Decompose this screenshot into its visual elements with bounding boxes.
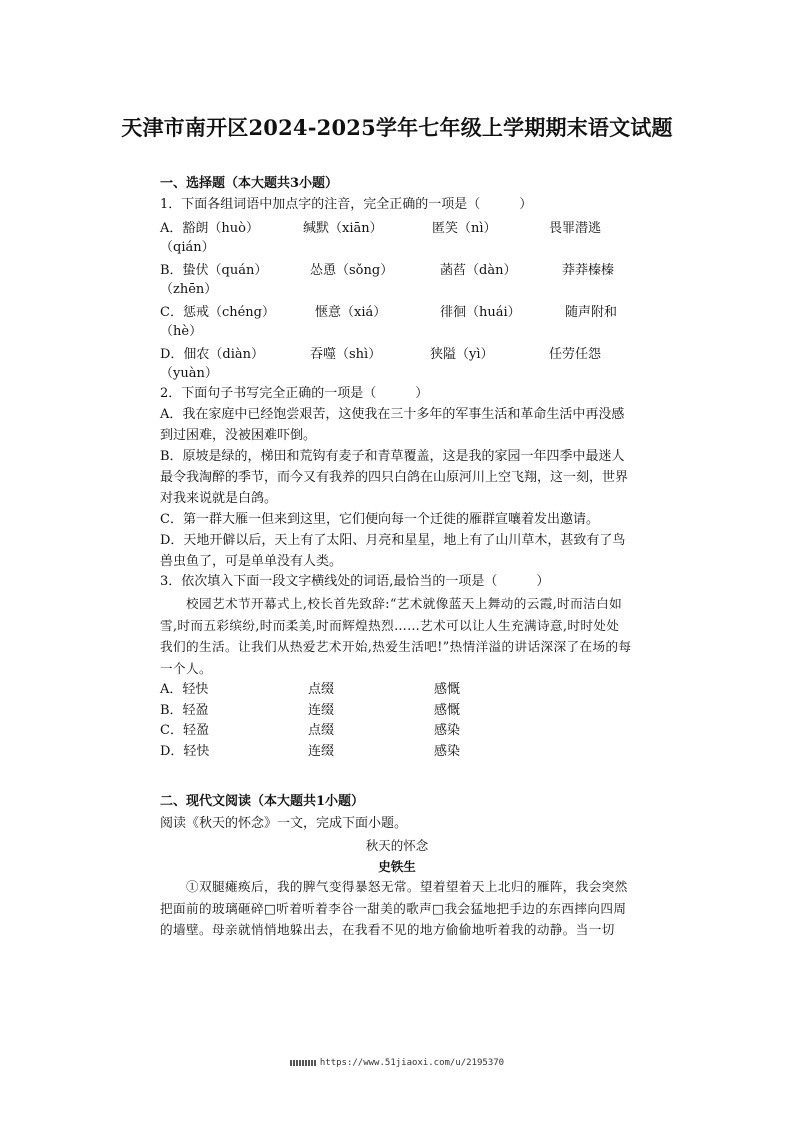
- q1-option-b: [160, 259, 640, 279]
- q3-option-d: [160, 740, 640, 760]
- q3-option-a: [160, 678, 640, 698]
- q1-a-continuation: （qián）: [160, 240, 215, 255]
- q1-a-item2: 缄默（xiān）: [303, 221, 383, 236]
- q1-d-item3: 狭隘（yì）: [430, 347, 494, 362]
- question-3-stem: 3．依次填入下面一段文字横线处的词语,最恰当的一项是（ ）: [160, 574, 550, 589]
- site-logo-icon: [290, 1060, 316, 1066]
- article-title: 秋天的怀念: [365, 838, 429, 853]
- q1-c-item3: 徘徊（huái）: [440, 305, 521, 320]
- q3-option-b: [160, 699, 640, 719]
- footer-url[interactable]: https://www.51jiaoxi.com/u/2195370: [319, 1058, 505, 1068]
- q3-a-word3: 感慨: [434, 682, 461, 697]
- q2-option-b: B．原坡是绿的，梯田和荒钩有麦子和青草覆盖，这是我的家园一年四季中最迷人最令我淘醉的季节，而今又有我养的四只白鸽在山原河川上空飞翔，这一刻，世界对我来说就是白鸽。: [160, 449, 629, 506]
- q3-d-word2: 连缀: [308, 744, 335, 759]
- q1-c-continuation: （hè）: [160, 324, 203, 339]
- q3-c-word3: 感染: [434, 723, 461, 738]
- section-heading-1: 一、选择题（本大题共3小题）: [160, 176, 339, 191]
- reading-intro: 阅读《秋天的怀念》一文，完成下面小题。: [160, 816, 408, 831]
- q3-b-word1: B．轻盈: [160, 703, 209, 718]
- q1-a-item3: 匿笑（nì）: [432, 221, 497, 236]
- q3-passage: 校园艺术节开幕式上,校长首先致辞:“艺术就像蓝天上舞动的云霞,时而洁白如雪,时而五彩缤纷,时而柔美,时而辉煌热烈……艺术可以让人生充满诗意,时时处处我们的生活。让我们从热爱艺术开始,热爱生活吧!”热情洋溢的讲话深深了在场的每一个人。: [160, 596, 632, 676]
- q1-option-c: [160, 301, 640, 321]
- q1-b-continuation: （zhēn）: [160, 282, 218, 297]
- q1-d-item4: 任劳任怨: [549, 347, 602, 362]
- q3-d-word1: D．轻快: [160, 744, 210, 759]
- q1-d-item2: 吞噬（shì）: [310, 347, 382, 362]
- q3-b-word3: 感慨: [434, 703, 461, 718]
- article-passage: ①双腿瘫痪后，我的脾气变得暴怒无常。望着望着天上北归的雁阵，我会突然把面前的玻璃砸碎□听着听着李谷一甜美的歌声□我会猛地把手边的东西摔向四周的墙壁。母亲就悄悄地躲出去，在我看不见的地方偷偷地听着我的动静。当一切: [160, 879, 628, 937]
- article-author: 史铁生: [378, 859, 416, 874]
- q3-c-word1: C．轻盈: [160, 723, 209, 738]
- q1-b-item1: B．蛰伏（quán）: [160, 263, 268, 278]
- footer-watermark: [0, 1058, 794, 1068]
- q3-d-word3: 感染: [434, 744, 461, 759]
- q1-b-item3: 菡萏（dàn）: [440, 263, 517, 278]
- q1-b-item4: 莽莽榛榛: [562, 263, 615, 278]
- q3-b-word2: 连缀: [308, 703, 335, 718]
- question-2-stem: 2．下面句子书写完全正确的一项是（ ）: [160, 386, 429, 401]
- q3-option-c: [160, 719, 640, 739]
- question-1-stem: 1．下面各组词语中加点字的注音，完全正确的一项是（ ）: [160, 197, 533, 212]
- q1-a-item4: 畏罪潜逃: [549, 221, 602, 236]
- q1-c-item4: 随声附和: [565, 305, 618, 320]
- q2-option-a: A．我在家庭中已经饱尝艰苦，这使我在三十多年的军事生活和革命生活中再没感到过困难，没被困难吓倒。: [160, 407, 625, 443]
- section-heading-2: 二、现代文阅读（本大题共1小题）: [160, 794, 365, 809]
- q1-option-a: [160, 217, 640, 237]
- q2-option-d: D．天地开僻以后，天上有了太阳、月亮和星星，地上有了山川草木，甚致有了鸟兽虫鱼了，可是单单没有人类。: [160, 533, 626, 569]
- q1-d-item1: D．佃农（diàn）: [160, 347, 265, 362]
- q1-a-item1: A．豁朗（huò）: [160, 221, 259, 236]
- q3-c-word2: 点缀: [308, 723, 335, 738]
- page-title: 天津市南开区2024-2025学年七年级上学期期末语文试题: [121, 115, 673, 140]
- q3-a-word2: 点缀: [308, 682, 335, 697]
- q1-c-item2: 惬意（xiá）: [315, 305, 387, 320]
- q1-b-item2: 怂恿（sǒng）: [310, 263, 394, 278]
- q1-d-continuation: （yuàn）: [160, 366, 218, 381]
- q3-a-word1: A．轻快: [160, 682, 209, 697]
- q1-option-d: [160, 343, 640, 363]
- q2-option-c: C．第一群大雁一但来到这里，它们便向每一个迁徙的雁群宣嚷着发出邀请。: [160, 512, 599, 527]
- q1-c-item1: C．惩戒（chéng）: [160, 305, 275, 320]
